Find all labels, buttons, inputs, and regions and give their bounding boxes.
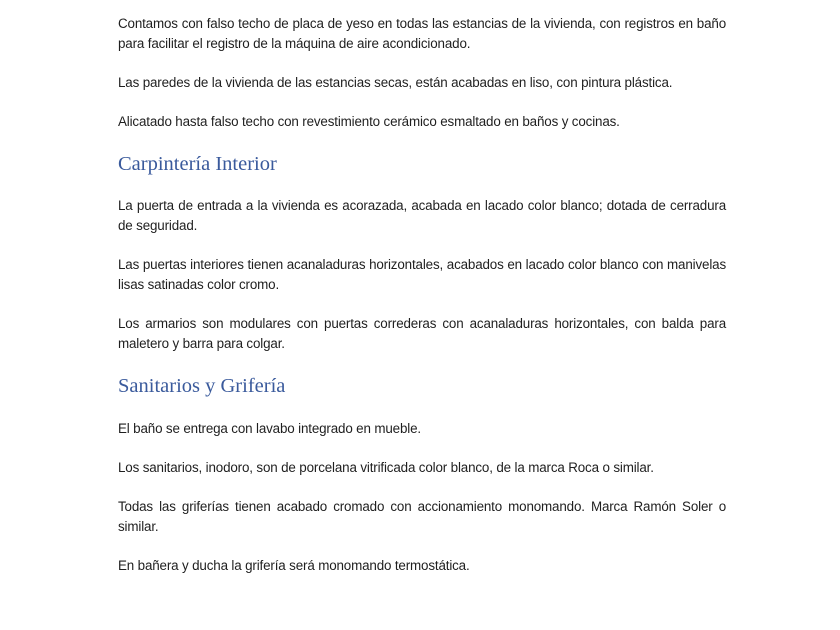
paragraph-armarios: Los armarios son modulares con puertas correderas con acanaladuras horizontales, con balda para maletero y barra para colgar. <box>118 316 726 351</box>
paragraph-sanitarios-inodoro: Los sanitarios, inodoro, son de porcelana vitrificada color blanco, de la marca Roca o similar. <box>118 460 654 475</box>
document-page <box>118 14 726 576</box>
paragraph-falso-techo: Contamos con falso techo de placa de yeso en todas las estancias de la vivienda, con registros en baño para facilitar el registro de la máquina de aire acondicionado. <box>118 16 726 51</box>
paragraph-griferias: Todas las griferías tienen acabado cromado con accionamiento monomando. Marca Ramón Soler o similar. <box>118 499 726 534</box>
paragraph-paredes: Las paredes de la vivienda de las estancias secas, están acabadas en liso, con pintura plástica. <box>118 75 673 90</box>
paragraph-banera-ducha: En bañera y ducha la grifería será monomando termostática. <box>118 558 470 573</box>
heading-sanitarios-griferia: Sanitarios y Grifería <box>118 375 286 397</box>
paragraph-puertas-interiores: Las puertas interiores tienen acanaladuras horizontales, acabados en lacado color blanco con manivelas lisas satinadas color cromo. <box>118 257 726 292</box>
paragraph-puerta-entrada: La puerta de entrada a la vivienda es acorazada, acabada en lacado color blanco; dotada de cerradura de seguridad. <box>118 198 726 233</box>
paragraph-bano-lavabo: El baño se entrega con lavabo integrado en mueble. <box>118 421 421 436</box>
paragraph-alicatado: Alicatado hasta falso techo con revestimiento cerámico esmaltado en baños y cocinas. <box>118 114 620 129</box>
heading-carpinteria-interior: Carpintería Interior <box>118 153 277 175</box>
